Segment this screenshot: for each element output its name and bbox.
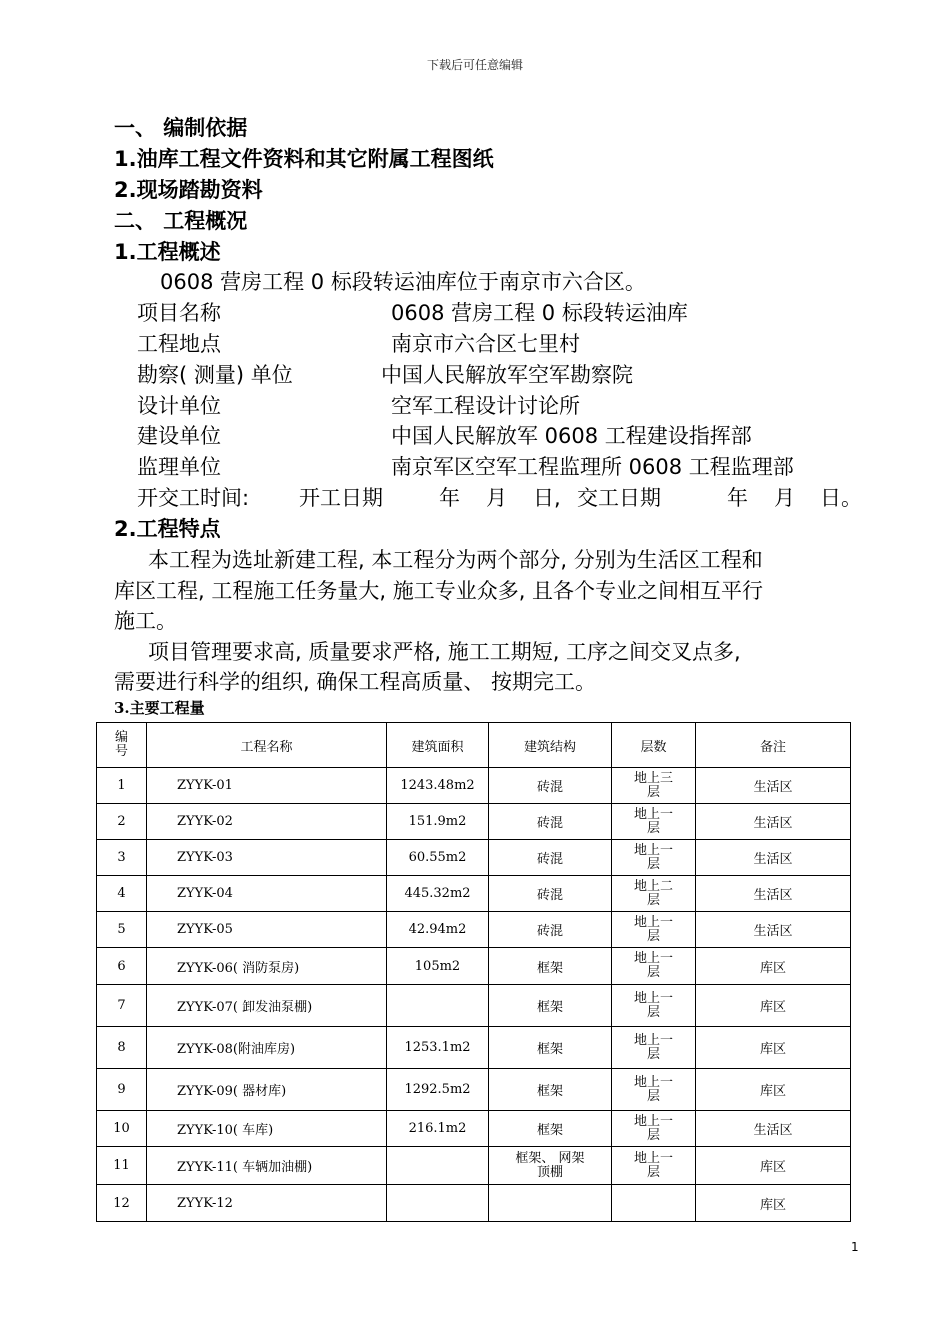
cell-name: ZYYK-03 <box>147 840 387 876</box>
cell-area <box>387 985 489 1027</box>
cell-floors: 地上一 层 <box>612 948 696 985</box>
cell-structure: 框架 <box>489 948 612 985</box>
end-month-unit: 月 <box>774 486 795 510</box>
end-day-unit: 日。 <box>820 486 862 510</box>
info-label: 勘察( 测量) 单位 <box>137 363 293 387</box>
cell-number: 6 <box>97 948 147 985</box>
cell-number: 11 <box>97 1147 147 1185</box>
table-row <box>97 1027 851 1069</box>
cell-number: 5 <box>97 912 147 948</box>
cell-note: 生活区 <box>696 804 851 840</box>
info-label: 设计单位 <box>137 394 221 418</box>
cell-floors: 地上一 层 <box>612 1027 696 1069</box>
table-row <box>97 948 851 985</box>
page-header: 下载后可任意编辑 <box>426 58 523 72</box>
table-row <box>97 840 851 876</box>
cell-structure <box>489 1185 612 1222</box>
end-year-unit: 年 <box>727 486 748 510</box>
cell-number: 12 <box>97 1185 147 1222</box>
cell-area: 1253.1m2 <box>387 1027 489 1069</box>
table-row <box>97 985 851 1027</box>
info-value: 南京市六合区七里村 <box>391 332 580 356</box>
cell-structure: 框架 <box>489 1111 612 1147</box>
info-value: 0608 营房工程 0 标段转运油库 <box>391 301 688 325</box>
cell-area: 105m2 <box>387 948 489 985</box>
cell-area: 151.9m2 <box>387 804 489 840</box>
table-row <box>97 804 851 840</box>
header-name: 工程名称 <box>147 723 387 768</box>
cell-structure: 框架 <box>489 1069 612 1111</box>
cell-floors: 地上一 层 <box>612 985 696 1027</box>
start-date-label: 开工日期 <box>299 486 383 510</box>
cell-name: ZYYK-08(附油库房) <box>147 1027 387 1069</box>
section-heading-basis: 一、 编制依据 <box>114 116 248 140</box>
cell-name: ZYYK-10( 车库) <box>147 1111 387 1147</box>
cell-note: 生活区 <box>696 840 851 876</box>
cell-floors: 地上二 层 <box>612 876 696 912</box>
cell-name: ZYYK-04 <box>147 876 387 912</box>
cell-area: 445.32m2 <box>387 876 489 912</box>
cell-name: ZYYK-05 <box>147 912 387 948</box>
cell-structure: 框架 <box>489 1027 612 1069</box>
info-value: 中国人民解放军空军勘察院 <box>381 363 633 387</box>
intro-text: 0608 营房工程 0 标段转运油库位于南京市六合区。 <box>160 270 646 294</box>
cell-structure: 砖混 <box>489 768 612 804</box>
info-value: 南京军区空军工程监理所 0608 工程监理部 <box>391 455 794 479</box>
table-header-row <box>97 723 851 768</box>
subheading-quantities: 3.主要工程量 <box>114 699 205 717</box>
cell-number: 2 <box>97 804 147 840</box>
table-row <box>97 1185 851 1222</box>
table-row <box>97 912 851 948</box>
table-row <box>97 876 851 912</box>
info-label: 建设单位 <box>137 424 221 448</box>
cell-floors: 地上一 层 <box>612 1147 696 1185</box>
cell-floors: 地上一 层 <box>612 840 696 876</box>
cell-floors: 地上一 层 <box>612 912 696 948</box>
subheading-features: 2.工程特点 <box>114 517 221 541</box>
page-number: 1 <box>851 1240 859 1254</box>
cell-number: 7 <box>97 985 147 1027</box>
cell-name: ZYYK-06( 消防泵房) <box>147 948 387 985</box>
cell-note: 库区 <box>696 1147 851 1185</box>
cell-structure: 砖混 <box>489 840 612 876</box>
cell-structure: 框架 <box>489 985 612 1027</box>
start-month-unit: 月 <box>486 486 507 510</box>
cell-name: ZYYK-07( 卸发油泵棚) <box>147 985 387 1027</box>
cell-name: ZYYK-09( 器材库) <box>147 1069 387 1111</box>
paragraph-line: 库区工程, 工程施工任务量大, 施工专业众多, 且各个专业之间相互平行 <box>114 579 764 603</box>
table-row <box>97 1147 851 1185</box>
cell-structure: 砖混 <box>489 876 612 912</box>
section-heading-overview: 二、 工程概况 <box>114 209 248 233</box>
basis-item-1: 1.油库工程文件资料和其它附属工程图纸 <box>114 147 494 171</box>
cell-note: 库区 <box>696 1069 851 1111</box>
table-row <box>97 1111 851 1147</box>
paragraph-line: 需要进行科学的组织, 确保工程高质量、 按期完工。 <box>114 670 597 694</box>
cell-area <box>387 1185 489 1222</box>
header-floors: 层数 <box>612 723 696 768</box>
table-row <box>97 1069 851 1111</box>
cell-area: 216.1m2 <box>387 1111 489 1147</box>
cell-number: 9 <box>97 1069 147 1111</box>
quantities-table <box>96 722 851 1222</box>
start-year-unit: 年 <box>439 486 460 510</box>
cell-note: 生活区 <box>696 876 851 912</box>
cell-number: 3 <box>97 840 147 876</box>
cell-number: 1 <box>97 768 147 804</box>
header-note: 备注 <box>696 723 851 768</box>
cell-note: 库区 <box>696 1185 851 1222</box>
cell-note: 库区 <box>696 985 851 1027</box>
cell-structure: 砖混 <box>489 912 612 948</box>
cell-floors: 地上三 层 <box>612 768 696 804</box>
info-label: 监理单位 <box>137 455 221 479</box>
header-number: 编 号 <box>97 723 147 768</box>
cell-number: 4 <box>97 876 147 912</box>
info-label: 项目名称 <box>137 301 221 325</box>
cell-note: 生活区 <box>696 768 851 804</box>
cell-area: 42.94m2 <box>387 912 489 948</box>
cell-floors <box>612 1185 696 1222</box>
cell-note: 库区 <box>696 1027 851 1069</box>
subheading-overview: 1.工程概述 <box>114 240 221 264</box>
cell-name: ZYYK-01 <box>147 768 387 804</box>
cell-floors: 地上一 层 <box>612 1069 696 1111</box>
cell-area: 1243.48m2 <box>387 768 489 804</box>
cell-structure: 框架、 网架 顶棚 <box>489 1147 612 1185</box>
cell-area <box>387 1147 489 1185</box>
end-date-label: 交工日期 <box>577 486 661 510</box>
cell-floors: 地上一 层 <box>612 1111 696 1147</box>
start-day-unit: 日, <box>533 486 561 510</box>
info-value: 中国人民解放军 0608 工程建设指挥部 <box>391 424 752 448</box>
cell-area: 1292.5m2 <box>387 1069 489 1111</box>
basis-item-2: 2.现场踏勘资料 <box>114 178 263 202</box>
info-label: 工程地点 <box>137 332 221 356</box>
paragraph-line: 本工程为选址新建工程, 本工程分为两个部分, 分别为生活区工程和 <box>148 548 763 572</box>
header-area: 建筑面积 <box>387 723 489 768</box>
info-value: 空军工程设计讨论所 <box>391 394 580 418</box>
cell-number: 10 <box>97 1111 147 1147</box>
cell-note: 库区 <box>696 948 851 985</box>
cell-structure: 砖混 <box>489 804 612 840</box>
table-row <box>97 768 851 804</box>
cell-area: 60.55m2 <box>387 840 489 876</box>
paragraph-line: 项目管理要求高, 质量要求严格, 施工工期短, 工序之间交叉点多, <box>148 640 741 664</box>
schedule-label: 开交工时间: <box>137 486 250 510</box>
cell-floors: 地上一 层 <box>612 804 696 840</box>
cell-number: 8 <box>97 1027 147 1069</box>
cell-note: 生活区 <box>696 1111 851 1147</box>
paragraph-line: 施工。 <box>114 609 177 633</box>
cell-note: 生活区 <box>696 912 851 948</box>
header-structure: 建筑结构 <box>489 723 612 768</box>
cell-name: ZYYK-02 <box>147 804 387 840</box>
cell-name: ZYYK-12 <box>147 1185 387 1222</box>
cell-name: ZYYK-11( 车辆加油棚) <box>147 1147 387 1185</box>
